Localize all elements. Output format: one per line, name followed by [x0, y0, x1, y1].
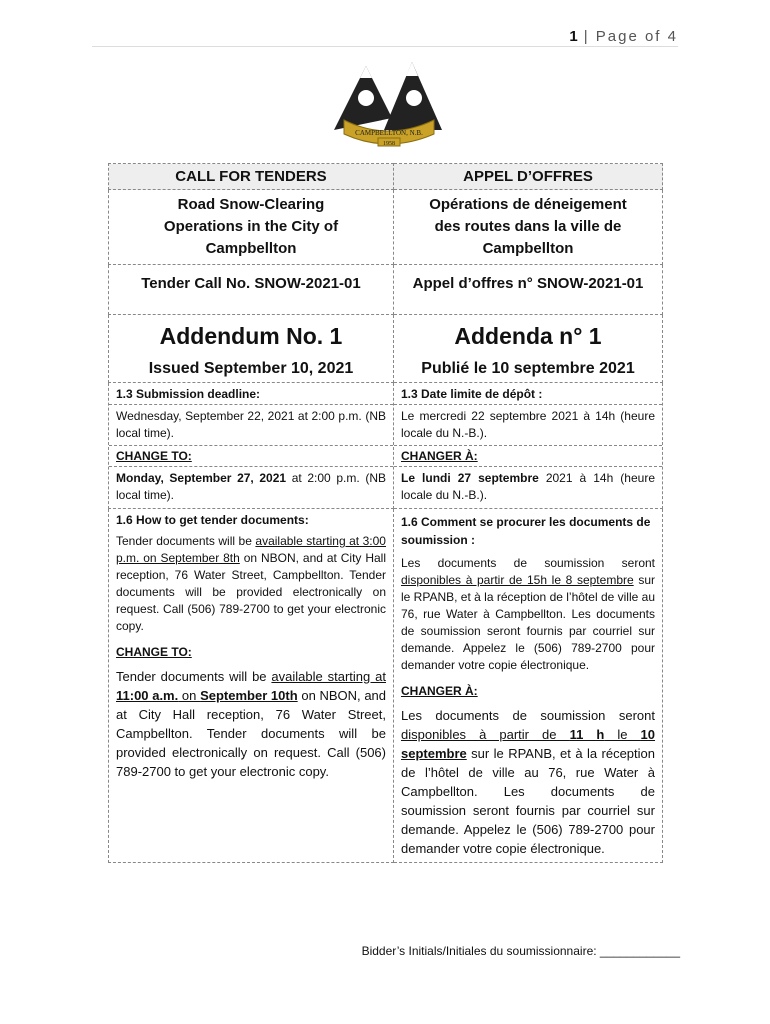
fr-s16-new-u2: le [604, 727, 641, 742]
en-call-heading: CALL FOR TENDERS [109, 164, 394, 190]
tender-table [108, 163, 663, 863]
en-s16-new-u2: on [178, 688, 201, 703]
city-logo [330, 58, 446, 148]
logo-text: CAMPBELLTON, N.B. [355, 129, 423, 137]
fr-title: Opérations de déneigement des routes dans la ville de Campbellton [394, 190, 663, 265]
fr-s16-change-label: CHANGER À: [401, 684, 478, 698]
en-s16-old-pre: Tender documents will be [116, 534, 256, 548]
en-addendum-cell [109, 315, 394, 383]
en-tender-number: Tender Call No. SNOW-2021-01 [109, 265, 394, 315]
en-s16-new-time: 11:00 a.m. [116, 688, 179, 703]
page-number: 1 [569, 28, 578, 45]
en-s13-heading: 1.3 Submission deadline: [116, 387, 261, 401]
fr-s16-new-rest: sur le RPANB, et à la réception de l’hôtel de ville au 76, rue Water à Campbellton. Les documents de soumission seront fournis par courriel sur demande. Appelez le (506) 789-2700 pour demander votre copie électronique. [401, 746, 655, 856]
en-s16-old-underlined: available starting at 3:00 p.m. on September 8th [116, 534, 386, 565]
fr-addendum-cell [394, 315, 663, 383]
fr-addendum-title: Addenda n° 1 [454, 323, 602, 349]
en-s13-new-date: Monday, September 27, 2021 [116, 471, 287, 485]
logo-year: 1958 [383, 141, 395, 147]
fr-s13-new-rest: 2021 à 14h (heure locale du N.-B.). [401, 471, 655, 502]
fr-s16-new-pre: Les documents de soumission seront [401, 708, 655, 723]
fr-s16-old-rest: sur le RPANB, et à la réception de l’hôtel de ville au 76, rue Water à Campbellton. Les documents de soumission seront fournis par courriel sur demande. Appelez le (506) 789-2700 pour demander votre copie électronique. [401, 573, 655, 672]
fr-s13-old: Le mercredi 22 septembre 2021 à 14h (heure locale du N.-B.). [401, 409, 655, 440]
en-s16-new-rest: on NBON, and at City Hall reception, 76 Water Street, Campbellton. Tender documents will be provided electronically on request. Call (506) 789-2700 to get your electronic copy. [116, 688, 387, 779]
fr-issued-date: Publié le 10 septembre 2021 [421, 360, 635, 377]
en-section-1-6 [109, 509, 394, 863]
fr-s16-new-date: 10 septembre [401, 727, 656, 761]
fr-section-1-3 [394, 383, 663, 509]
en-s13-change-label: CHANGE TO: [116, 449, 192, 463]
en-s16-new-u1: available starting at [271, 669, 386, 684]
fr-s16-new-time: 11 h [569, 727, 605, 742]
en-s16-heading: 1.6 How to get tender documents: [116, 513, 309, 527]
en-title: Road Snow-Clearing Operations in the City of Campbellton [109, 190, 394, 265]
header-rule [92, 46, 678, 47]
en-s16-old-rest: on NBON, and at City Hall reception, 76 Water Street, Campbellton. Tender documents will be provided electronically on request. Call (506) 789-2700 to get your electronic copy. [116, 551, 386, 633]
fr-s16-old-pre: Les documents de soumission seront [401, 556, 655, 570]
en-s16-new-pre: Tender documents will be [116, 669, 272, 684]
en-s13-new-rest: at 2:00 p.m. (NB local time). [116, 471, 387, 502]
page-header [569, 28, 678, 45]
fr-s16-new-u1: disponibles à partir de [401, 727, 570, 742]
bidder-initials: Bidder’s Initials/Initiales du soumissionnaire: ____________ [361, 944, 680, 958]
en-addendum-title: Addendum No. 1 [159, 323, 343, 349]
fr-s13-heading: 1.3 Date limite de dépôt : [401, 387, 543, 401]
fr-s13-change-label: CHANGER À: [401, 449, 478, 463]
page-label: | Page of 4 [583, 28, 678, 45]
en-section-1-3 [109, 383, 394, 509]
en-s13-old: Wednesday, September 22, 2021 at 2:00 p.m. (NB local time). [116, 409, 386, 440]
fr-s13-new-pre: Le lundi [401, 471, 458, 485]
fr-section-1-6 [394, 509, 663, 863]
fr-s16-heading: 1.6 Comment se procurer les documents de soumission : [401, 515, 651, 547]
fr-tender-number: Appel d’offres n° SNOW-2021-01 [394, 265, 663, 315]
en-s16-new-date: September 10th [200, 688, 298, 703]
fr-s16-old-underlined: disponibles à partir de 15h le 8 septembre [401, 573, 634, 587]
fr-s13-new-date: 27 septembre [457, 471, 539, 485]
en-s16-change-label: CHANGE TO: [116, 645, 192, 659]
fr-call-heading: APPEL D’OFFRES [394, 164, 663, 190]
en-issued-date: Issued September 10, 2021 [148, 360, 354, 377]
